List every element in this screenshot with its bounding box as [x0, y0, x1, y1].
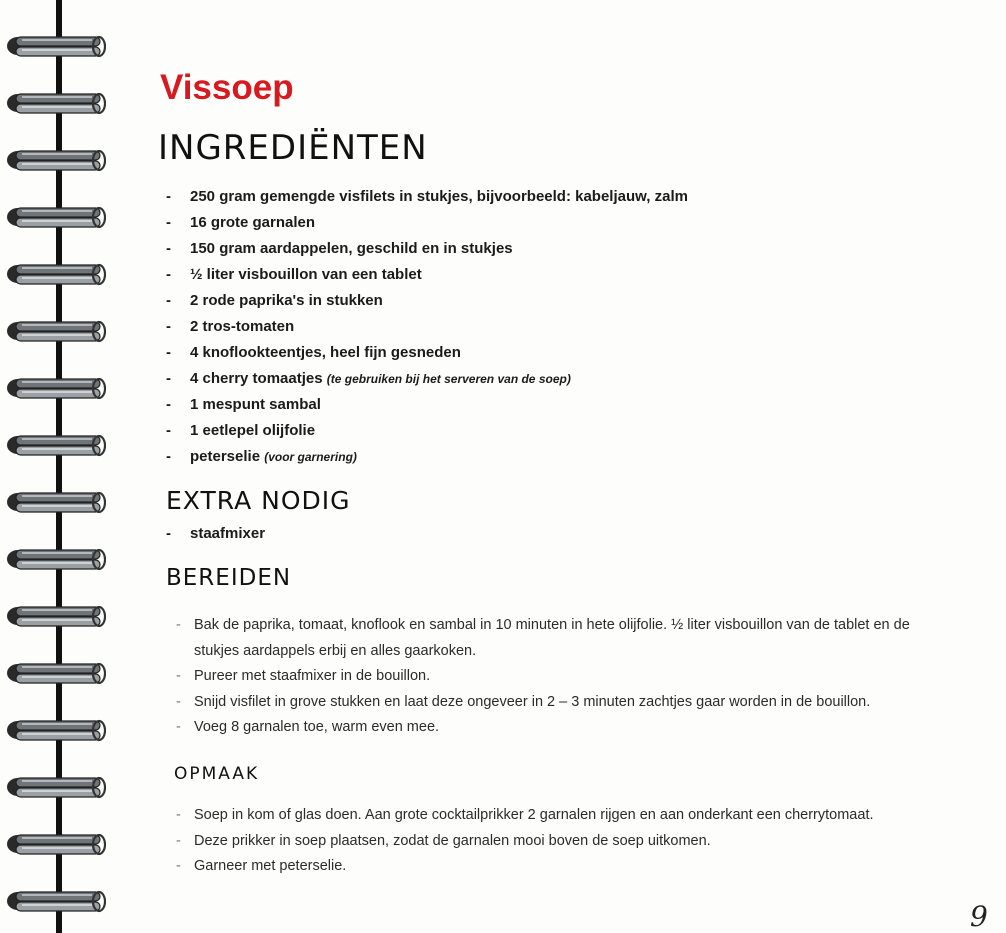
- list-item: - Deze prikker in soep plaatsen, zodat de garnalen mooi boven de soep uitkomen.: [172, 829, 952, 855]
- list-item: - Snijd visfilet in grove stukken en laat deze ongeveer in 2 – 3 minuten zachtjes gaar worden in de bouillon.: [172, 690, 952, 716]
- binding-ring: [2, 885, 106, 915]
- extra-list: [166, 521, 265, 547]
- binding-ring: [2, 372, 106, 402]
- list-item: - ½ liter visbouillon van een tablet: [166, 262, 688, 288]
- list-item: - 4 knoflookteentjes, heel fijn gesneden: [166, 340, 688, 366]
- ingredients-list: [166, 184, 688, 470]
- list-item: - peterselie (voor garnering): [166, 444, 688, 470]
- list-item: - 16 grote garnalen: [166, 210, 688, 236]
- opmaak-list: [172, 803, 952, 880]
- binding-ring: [2, 828, 106, 858]
- list-item: - 2 tros-tomaten: [166, 314, 688, 340]
- binding-ring: [2, 144, 106, 174]
- list-item: - 4 cherry tomaatjes (te gebruiken bij het serveren van de soep): [166, 366, 688, 392]
- binding-ring: [2, 315, 106, 345]
- list-item: - Voeg 8 garnalen toe, warm even mee.: [172, 715, 952, 741]
- binding-ring: [2, 258, 106, 288]
- binding-ring: [2, 429, 106, 459]
- list-item: - Pureer met staafmixer in de bouillon.: [172, 664, 952, 690]
- extra-heading: EXTRA NODIG: [166, 486, 351, 515]
- binding-ring: [2, 30, 106, 60]
- binding-ring: [2, 486, 106, 516]
- bereiden-list: [172, 613, 952, 741]
- binding-ring: [2, 771, 106, 801]
- list-item: - 1 mespunt sambal: [166, 392, 688, 418]
- binding-ring: [2, 657, 106, 687]
- list-item: - staafmixer: [166, 521, 265, 547]
- ingredient-note: (te gebruiken bij het serveren van de soep): [326, 372, 571, 386]
- binding-ring: [2, 543, 106, 573]
- spiral-binding: [0, 0, 110, 933]
- list-item: - 2 rode paprika's in stukken: [166, 288, 688, 314]
- binding-ring: [2, 714, 106, 744]
- list-item: - 1 eetlepel olijfolie: [166, 418, 688, 444]
- ingredients-heading: INGREDIËNTEN: [158, 128, 428, 168]
- page-number: 9: [970, 900, 988, 933]
- ingredient-note: (voor garnering): [264, 450, 357, 464]
- list-item: - Soep in kom of glas doen. Aan grote cocktailprikker 2 garnalen rijgen en aan onderkant een cherrytomaat.: [172, 803, 952, 829]
- recipe-title: Vissoep: [160, 68, 294, 107]
- bereiden-heading: BEREIDEN: [166, 565, 292, 591]
- list-item: - 250 gram gemengde visfilets in stukjes, bijvoorbeeld: kabeljauw, zalm: [166, 184, 688, 210]
- list-item: - 150 gram aardappelen, geschild en in stukjes: [166, 236, 688, 262]
- binding-ring: [2, 600, 106, 630]
- binding-ring: [2, 87, 106, 117]
- opmaak-heading: OPMAAK: [174, 764, 260, 784]
- list-item: - Bak de paprika, tomaat, knoflook en sambal in 10 minuten in hete olijfolie. ½ liter visbouillon van de tablet en de stukjes aardappels erbij en alles gaarkoken.: [172, 613, 952, 664]
- list-item: - Garneer met peterselie.: [172, 854, 952, 880]
- binding-ring: [2, 201, 106, 231]
